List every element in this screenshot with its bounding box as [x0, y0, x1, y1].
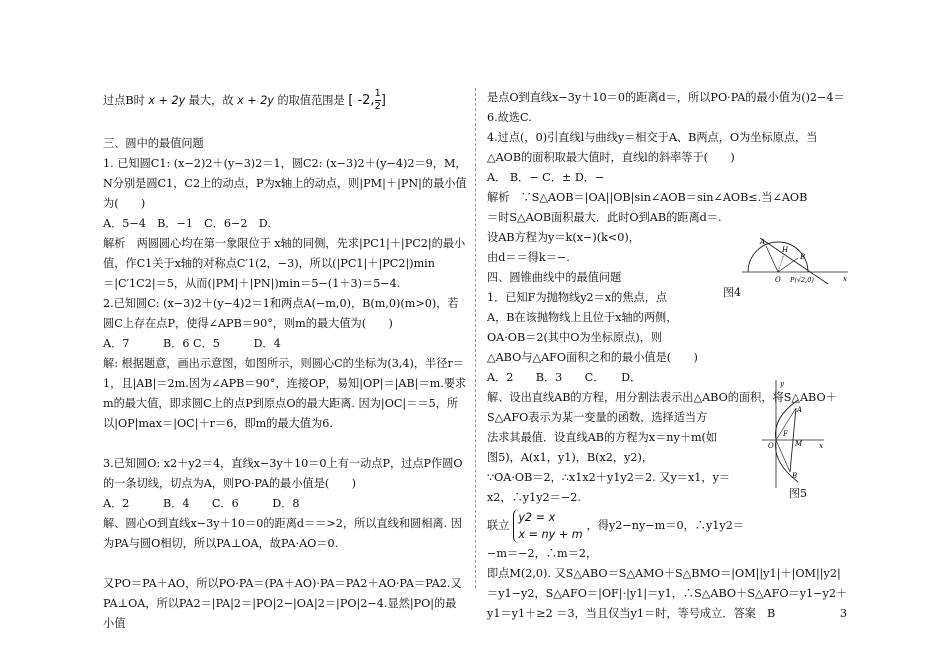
question-3: 3.已知圆O: x2＋y2＝4，直线x−3y＋10＝0上有一动点P，过点P作圆O的一条切线，切点为A，则PO·PA的最小值是( )	[103, 457, 463, 490]
question-5-line-1: 1．已知F为抛物线y2＝x的焦点，点	[487, 291, 668, 304]
page-number: 3	[840, 607, 847, 620]
question-5-solution-7: 即点M(2,0). 又S△ABO＝S△AMO＋S△BMO＝|OM||y1|＋|OM||y2|＝y1−y2，S△AFO＝|OF|·|y1|＝y1，∴S△ABO＋S△AFO＝y1−y2＋y1＝y1＋≥2 ＝3，当且仅当y1＝时，等号成立．答案 B	[487, 567, 848, 620]
question-1-solution: 解析 两圆圆心均在第一象限位于 x轴的同侧，先求|PC1|＋|PC2|的最小值，作C1关于x轴的对称点C′1(2，−3)，所以(|PC1|＋|PC2|)min＝|C′1C2|＝5，从而(|PM|＋|PN|)min＝5−(1＋3)＝5−4.	[103, 237, 466, 290]
question-2-options: A．7 B．6 C．5 D．4	[103, 337, 281, 350]
question-5-solution-5: x2，∴y1y2＝−2.	[487, 491, 581, 504]
question-5-solution-2: 法求其最值．设直线AB的方程为x＝ny＋m(如	[487, 431, 718, 444]
text-post: 的取值范围是	[277, 94, 345, 107]
fig5-label-m: M	[795, 440, 803, 448]
fig4-label-o: O	[775, 276, 781, 284]
question-4-solution: 解析 ∵S△AOB＝|OA||OB|sin∠AOB＝sin∠AOB≤.当∠AOB＝时S△AOB面积最大．此时O到AB的距离d＝.	[487, 191, 808, 224]
question-4-options: A． B．− C．± D．−	[487, 171, 605, 184]
question-4-solution-3: 由d＝＝得k＝−.	[487, 251, 570, 264]
frac-num: 1	[374, 88, 381, 99]
interval-right: ]	[380, 93, 386, 108]
question-3-solution: 解、圆心O到直线x−3y＋10＝0的距离d＝＝>2，所以直线和圆相离. 因为PA与圆O相切，所以PA⊥OA，故PA·AO＝0.	[103, 517, 462, 550]
question-1: 1. 已知圆C1: (x−2)2＋(y−3)2＝1，圆C2: (x−3)2＋(y−4)2＝9，M，N分别是圆C1，C2上的动点，P为x轴上的动点，则|PM|＋|PN|的最小值为( )	[103, 157, 467, 210]
text-pre: 过点B时	[103, 94, 145, 107]
question-5-options: A．2 B．3 C． D．	[487, 371, 642, 384]
question-5-system	[487, 508, 757, 544]
fig5-label-o: O	[768, 442, 774, 450]
question-3-solution-end: 是点O到直线x−3y＋10＝0的距离d＝，所以PO·PA的最小值为()2−4＝6.故选C.	[487, 91, 845, 124]
question-5-line-2: A，B在该抛物线上且位于x轴的两侧，	[487, 311, 678, 324]
right-column	[487, 88, 851, 624]
fig4-label-h: H	[782, 246, 789, 254]
question-5-solution-4: ∵OA·OB＝2，∴x1x2＋y1y2＝2. 又y＝x1，y＝	[487, 471, 731, 484]
expr-x-plus-2y-2: x + 2y	[237, 94, 274, 107]
text-mid: 最大，故	[188, 94, 234, 107]
system-eq-2: x = ny + m	[518, 528, 583, 541]
question-4-solution-2: 设AB方程为y＝k(x−)(k<0)，	[487, 231, 640, 244]
fig4-label-p: P(√2,0)	[790, 276, 814, 284]
fig4-label-x: x	[843, 275, 847, 283]
system-eq-1: y2 = x	[518, 511, 556, 524]
question-3-solution-cont: 又PO＝PA＋AO，所以PO·PA＝(PA＋AO)·PA＝PA2＋AO·PA＝PA2.又PA⊥OA，所以PA2＝|PA|2＝|PO|2−|OA|2＝|PO|2−4.显然|PO|的最小值	[103, 577, 462, 630]
system-post: ，得y2−ny−m＝0，∴y1y2＝	[586, 519, 745, 532]
figure-4-semicircle	[742, 232, 850, 292]
frac-den: 2	[374, 101, 381, 112]
section-3-heading: 三、圆中的最值问题	[103, 137, 204, 150]
question-5-solution-1: 解、设出直线AB的方程，用分割法表示出△ABO的面积，将S△ABO＋S△AFO表示为某一变量的函数，选择适当方	[487, 391, 837, 424]
fig5-label-a: A	[797, 406, 803, 414]
fig4-ob	[778, 258, 798, 272]
range-conclusion	[103, 88, 467, 114]
fig4-label-b: B	[800, 253, 806, 261]
column-divider	[475, 88, 476, 588]
figure-5-caption: 图5	[789, 487, 807, 500]
fig4-label-a: A	[760, 238, 766, 246]
fig5-label-b: B	[792, 472, 798, 480]
fig5-label-f: F	[783, 430, 788, 438]
question-3-options: A．2 B．4 C．6 D．8	[103, 497, 300, 510]
question-5-solution-3: 图5)，A(x1，y1)，B(x2，y2)，	[487, 451, 654, 464]
question-2: 2.已知圆C: (x−3)2＋(y−4)2＝1和两点A(−m,0)，B(m,0)(m>0)，若圆C上存在点P，使得∠APB＝90°，则m的最大值为( )	[103, 297, 459, 330]
question-5-line-3: OA·OB＝2(其中O为坐标原点)，则	[487, 331, 663, 344]
range-interval	[348, 88, 386, 112]
question-1-options: A．5−4 B．−1 C．6−2 D.	[103, 217, 271, 230]
equation-system	[513, 509, 582, 543]
fig4-semicircle	[748, 242, 808, 272]
system-pre: 联立	[487, 519, 510, 532]
left-column	[103, 88, 467, 634]
expr-x-plus-2y: x + 2y	[148, 94, 186, 107]
figure-5-parabola	[762, 378, 826, 490]
fig4-oa	[766, 246, 778, 272]
question-4: 4.过点(，0)引直线l与曲线y＝相交于A、B两点，O为坐标原点，当△AOB的面积取最大值时，直线l的斜率等于( )	[487, 131, 818, 164]
question-5-line-4: △ABO与△AFO面积之和的最小值是( )	[487, 351, 698, 364]
fig5-label-y: y	[780, 380, 784, 388]
figure-4-caption: 图4	[723, 286, 741, 299]
fig4-oh	[778, 254, 784, 272]
interval-left: [ -2,	[348, 93, 375, 108]
section-4-heading: 四、圆锥曲线中的最值问题	[487, 271, 622, 284]
fig5-label-x: x	[819, 442, 823, 450]
question-2-solution: 解: 根据题意，画出示意图，如图所示，则圆心C的坐标为(3,4)，半径r＝1，且|AB|＝2m.因为∠APB＝90°，连接OP，易知|OP|＝|AB|＝m.要求m的最大值，即求圆C上的点P到原点O的最大距离. 因为|OC|＝＝5，所以|OP|max＝|OC|＋r＝6，即m的最大值为6.	[103, 357, 467, 430]
question-5-solution-6: −m＝−2，∴m＝2，	[487, 547, 598, 560]
